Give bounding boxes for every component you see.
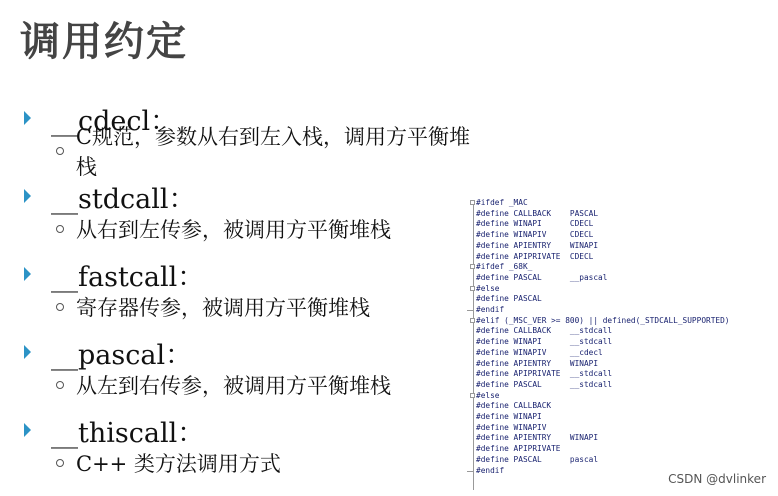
item-name: __fastcall： xyxy=(51,261,205,293)
triangle-bullet-icon xyxy=(24,423,31,437)
triangle-bullet-icon xyxy=(24,267,31,281)
circle-bullet-icon xyxy=(56,147,64,155)
code-line: #define APIENTRY WINAPI xyxy=(476,433,599,443)
code-line: #define WINAPIV __cdecl xyxy=(476,347,603,357)
code-line: #define PASCAL xyxy=(476,294,542,304)
code-line: #elif (_MSC_VER >= 800) || defined(_STDCALL_SUPPORTED) xyxy=(470,316,770,327)
code-line: #define WINAPI __stdcall xyxy=(476,337,613,347)
code-line: #endif xyxy=(470,305,770,316)
page-title: 调用约定 xyxy=(20,19,188,65)
list-item-stdcall xyxy=(24,178,391,244)
code-line: #define WINAPI xyxy=(476,412,542,422)
code-line: #define APIENTRY WINAPI xyxy=(476,240,599,250)
triangle-bullet-icon xyxy=(24,189,31,203)
code-line: #define APIPRIVATE xyxy=(476,444,561,454)
circle-bullet-icon xyxy=(56,381,64,389)
code-line: #ifdef _MAC xyxy=(470,198,770,209)
watermark: CSDN @dvlinker xyxy=(668,472,766,486)
code-line: #define APIPRIVATE CDECL xyxy=(476,251,594,261)
code-line: #define APIENTRY WINAPI xyxy=(476,358,599,368)
list-item-fastcall xyxy=(24,256,370,322)
code-snippet xyxy=(470,198,770,492)
item-name: __thiscall： xyxy=(51,417,205,449)
code-line: #endif xyxy=(470,466,770,477)
list-item-thiscall xyxy=(24,412,281,478)
item-desc: 从左到右传参，被调用方平衡堆栈 xyxy=(76,374,391,398)
item-desc: C++ 类方法调用方式 xyxy=(76,452,281,476)
item-name: __pascal： xyxy=(51,339,193,371)
item-desc: C规范，参数从右到左入栈，调用方平衡堆栈 xyxy=(75,125,470,179)
code-line: #define PASCAL __stdcall xyxy=(476,379,613,389)
item-desc: 寄存器传参，被调用方平衡堆栈 xyxy=(76,296,370,320)
code-line: #else xyxy=(470,391,770,402)
code-line: #define APIPRIVATE __stdcall xyxy=(476,369,613,379)
code-line: #define WINAPI CDECL xyxy=(476,219,594,229)
circle-bullet-icon xyxy=(56,303,64,311)
list-item-cdecl xyxy=(24,100,484,179)
code-line: #ifdef _68K_ xyxy=(470,262,770,273)
circle-bullet-icon xyxy=(56,225,64,233)
item-name: __cdecl： xyxy=(51,105,178,137)
code-line: #else xyxy=(470,284,770,295)
code-line: #define CALLBACK __stdcall xyxy=(476,326,613,336)
code-line: #define WINAPIV CDECL xyxy=(476,230,594,240)
item-name: __stdcall： xyxy=(51,183,196,215)
code-line: #define PASCAL pascal xyxy=(476,454,599,464)
triangle-bullet-icon xyxy=(24,111,31,125)
triangle-bullet-icon xyxy=(24,345,31,359)
list-item-pascal xyxy=(24,334,391,400)
code-line: #define CALLBACK PASCAL xyxy=(476,208,599,218)
code-line: #define WINAPIV xyxy=(476,422,547,432)
item-desc: 从右到左传参，被调用方平衡堆栈 xyxy=(76,218,391,242)
code-line: #define PASCAL __pascal xyxy=(476,272,608,282)
circle-bullet-icon xyxy=(56,459,64,467)
code-line: #define CALLBACK xyxy=(476,401,552,411)
